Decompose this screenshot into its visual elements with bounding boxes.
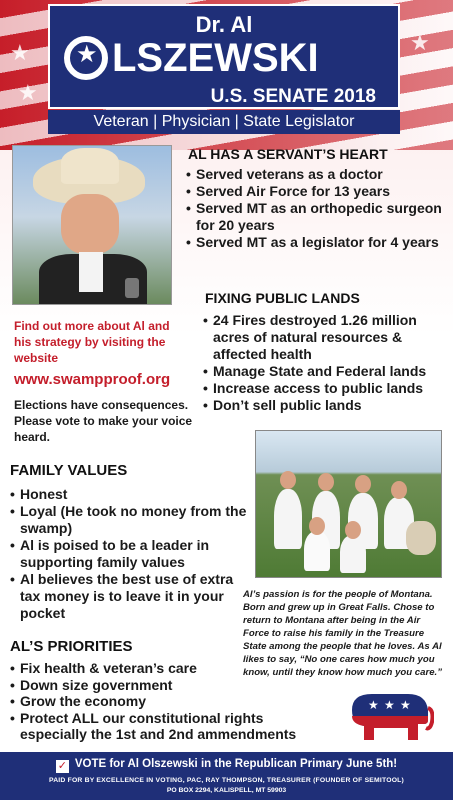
list-item: • Don’t sell public lands xyxy=(203,397,448,414)
dog xyxy=(406,521,436,555)
list-item: • 24 Fires destroyed 1.26 million acres of natural resources & affected health xyxy=(203,312,448,363)
star-icon: ★ xyxy=(18,80,38,105)
family-caption: Al’s passion is for the people of Montana. Born and grew up in Great Falls. Chose to return to Montana after being in the Air Force to raise his family in the Treasure State among the people that he loves. As Al likes to say, “No one cares how much you know, until they know how much you care.” xyxy=(243,589,443,678)
mailing-address: PO BOX 2294, KALISPELL, MT 59903 xyxy=(166,787,287,794)
family-photo xyxy=(255,430,442,578)
person xyxy=(274,489,302,549)
list-item: • Al believes the best use of extra tax money is to leave it in your pocket xyxy=(10,571,250,622)
person-head xyxy=(318,473,334,491)
republican-elephant-icon xyxy=(346,690,434,746)
family-list xyxy=(10,486,250,622)
star-icon: ★ xyxy=(10,40,30,65)
person xyxy=(304,531,330,571)
list-item: • Grow the economy xyxy=(10,693,330,710)
microphone-icon xyxy=(125,278,139,298)
servant-list xyxy=(186,166,446,251)
lands-list xyxy=(203,312,448,414)
shirt xyxy=(79,252,103,292)
list-item: • Manage State and Federal lands xyxy=(203,363,448,380)
name-prefix: Dr. Al xyxy=(195,12,253,37)
person-head xyxy=(309,517,325,535)
person-head xyxy=(280,471,296,489)
list-item: • Served Air Force for 13 years xyxy=(186,183,446,200)
paid-for-disclaimer: PAID FOR BY EXCELLENCE IN VOTING, PAC, RAY THOMPSON, TREASURER (FOUNDER OF SEMITOOL) xyxy=(48,777,405,784)
list-item: • Loyal (He took no money from the swamp) xyxy=(10,503,250,537)
checkbox-icon: ✓ xyxy=(57,760,67,772)
svg-text:★: ★ xyxy=(400,698,411,712)
elections-text: Elections have consequences. Please vote to make your voice heard. xyxy=(14,398,193,444)
star-o-icon: ★ xyxy=(64,36,108,80)
hat-crown xyxy=(61,148,119,184)
website-link[interactable]: www.swampproof.org xyxy=(14,371,171,388)
servant-heading: AL HAS A SERVANT’S HEART xyxy=(188,146,388,162)
person-head xyxy=(345,521,361,539)
list-item: • Served MT as an orthopedic surgeon for 20 years xyxy=(186,200,446,234)
list-item: • Increase access to public lands xyxy=(203,380,448,397)
list-item: • Served veterans as a doctor xyxy=(186,166,446,183)
svg-text:★: ★ xyxy=(368,698,379,712)
person-head xyxy=(391,481,407,499)
vote-line xyxy=(0,758,453,773)
lands-heading: FIXING PUBLIC LANDS xyxy=(205,290,360,306)
list-item: • Honest xyxy=(10,486,250,503)
person xyxy=(340,535,366,573)
list-item: • Fix health & veteran’s care xyxy=(10,660,330,677)
svg-text:★: ★ xyxy=(384,698,395,712)
find-out-text: Find out more about Al and his strategy by visiting the website xyxy=(14,319,170,365)
tagline: Veteran | Physician | State Legislator xyxy=(48,110,400,134)
vote-text: VOTE for Al Olszewski in the Republican Primary June 5th! xyxy=(74,758,398,770)
list-item: • Al is poised to be a leader in supporting family values xyxy=(10,537,250,571)
footer-bar xyxy=(0,752,453,800)
family-heading: FAMILY VALUES xyxy=(10,462,128,479)
office-title: U.S. SENATE 2018 xyxy=(210,86,376,107)
list-item: • Protect ALL our constitutional rights especially the 1st and 2nd ammendments xyxy=(10,710,330,743)
list-item: • Served MT as a legislator for 4 years xyxy=(186,234,446,251)
candidate-surname: LSZEWSKI xyxy=(112,36,319,80)
candidate-photo xyxy=(12,145,172,305)
star-icon: ★ xyxy=(410,30,430,55)
title-box xyxy=(48,4,400,109)
face xyxy=(61,194,119,254)
person-head xyxy=(355,475,371,493)
priorities-heading: AL’S PRIORITIES xyxy=(10,638,133,655)
list-item: • Down size government xyxy=(10,677,330,694)
priorities-list xyxy=(10,660,330,743)
